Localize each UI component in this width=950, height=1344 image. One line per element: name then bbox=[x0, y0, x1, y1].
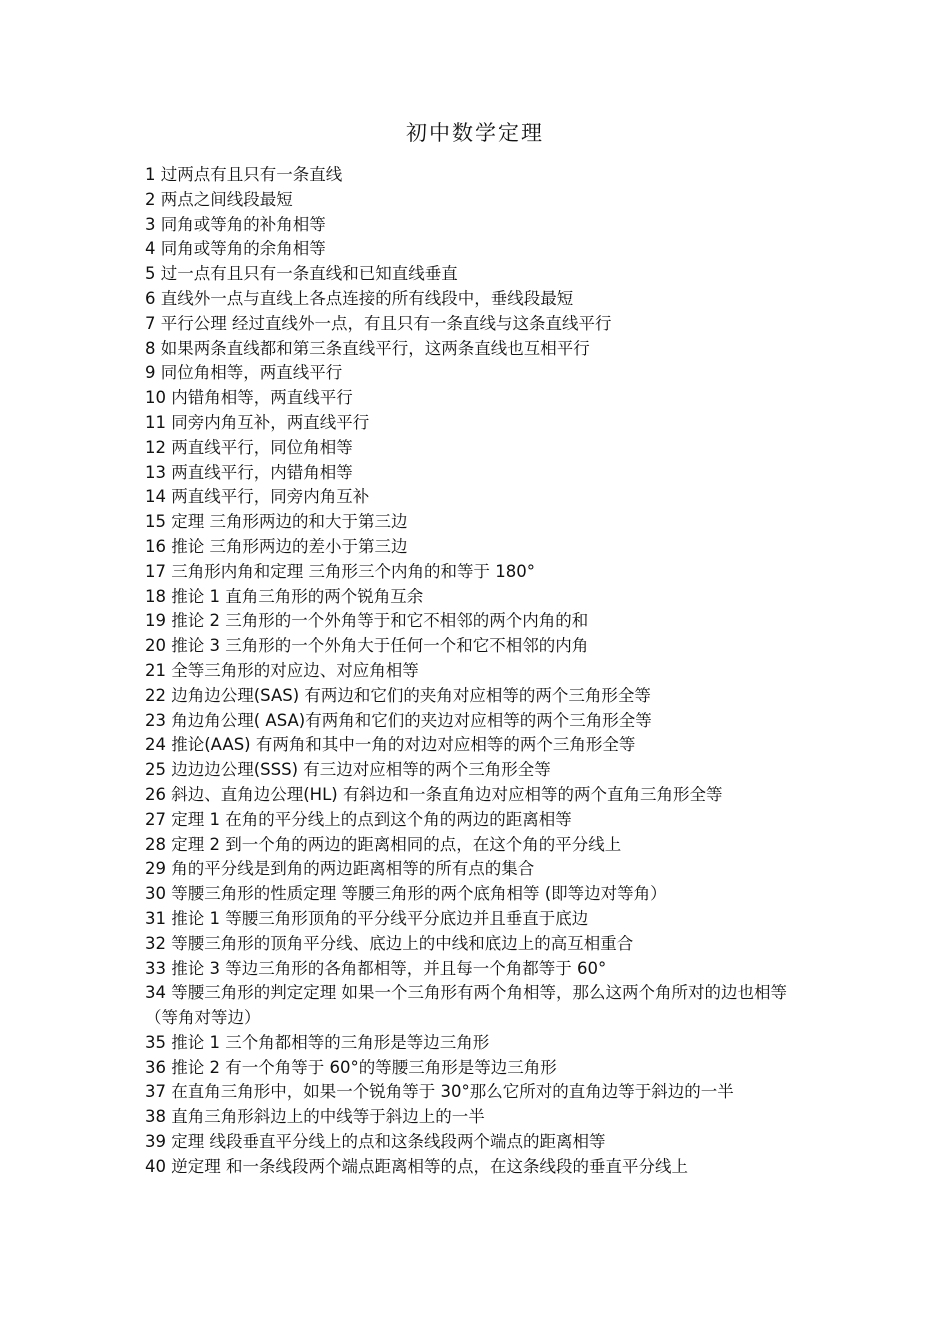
theorem-item: 10 内错角相等，两直线平行 bbox=[145, 388, 353, 408]
theorem-item: 39 定理 线段垂直平分线上的点和这条线段两个端点的距离相等 bbox=[145, 1132, 606, 1152]
theorem-item: 17 三角形内角和定理 三角形三个内角的和等于 180° bbox=[145, 561, 535, 581]
theorem-item: 38 直角三角形斜边上的中线等于斜边上的一半 bbox=[145, 1107, 485, 1127]
theorem-item: 31 推论 1 等腰三角形顶角的平分线平分底边并且垂直于底边 bbox=[145, 908, 589, 928]
document-title: 初中数学定理 bbox=[406, 121, 544, 145]
theorem-item: 19 推论 2 三角形的一个外角等于和它不相邻的两个内角的和 bbox=[145, 611, 589, 631]
theorem-item: 15 定理 三角形两边的和大于第三边 bbox=[145, 512, 408, 532]
theorem-item: 37 在直角三角形中，如果一个锐角等于 30°那么它所对的直角边等于斜边的一半 bbox=[145, 1082, 734, 1102]
theorem-item: 11 同旁内角互补，两直线平行 bbox=[145, 412, 370, 432]
theorem-item: 13 两直线平行，内错角相等 bbox=[145, 462, 353, 482]
theorem-item: 30 等腰三角形的性质定理 等腰三角形的两个底角相等 (即等边对等角） bbox=[145, 884, 667, 904]
theorem-item: 23 角边角公理( ASA)有两角和它们的夹边对应相等的两个三角形全等 bbox=[145, 710, 652, 730]
theorem-item: 5 过一点有且只有一条直线和已知直线垂直 bbox=[145, 264, 458, 284]
theorem-item: 6 直线外一点与直线上各点连接的所有线段中，垂线段最短 bbox=[145, 288, 574, 308]
theorem-item: 1 过两点有且只有一条直线 bbox=[145, 165, 343, 184]
theorem-list bbox=[145, 163, 815, 1180]
theorem-item: 36 推论 2 有一个角等于 60°的等腰三角形是等边三角形 bbox=[145, 1057, 557, 1077]
theorem-item: 2 两点之间线段最短 bbox=[145, 189, 293, 209]
theorem-item: 25 边边边公理(SSS) 有三边对应相等的两个三角形全等 bbox=[145, 760, 551, 780]
theorem-item: 20 推论 3 三角形的一个外角大于任何一个和它不相邻的内角 bbox=[145, 636, 589, 656]
theorem-item: 22 边角边公理(SAS) 有两边和它们的夹角对应相等的两个三角形全等 bbox=[145, 685, 651, 705]
theorem-item: 35 推论 1 三个角都相等的三角形是等边三角形 bbox=[145, 1032, 490, 1052]
theorem-item: 12 两直线平行，同位角相等 bbox=[145, 437, 353, 457]
theorem-item: 4 同角或等角的余角相等 bbox=[145, 239, 326, 259]
theorem-item: 40 逆定理 和一条线段两个端点距离相等的点，在这条线段的垂直平分线上 bbox=[145, 1156, 688, 1176]
theorem-item: 9 同位角相等，两直线平行 bbox=[145, 363, 343, 383]
theorem-item: 28 定理 2 到一个角的两边的距离相同的点，在这个角的平分线上 bbox=[145, 834, 622, 854]
theorem-item: 24 推论(AAS) 有两角和其中一角的对边对应相等的两个三角形全等 bbox=[145, 735, 636, 755]
theorem-item: 34 等腰三角形的判定定理 如果一个三角形有两个角相等，那么这两个角所对的边也相等（等角对等边） bbox=[145, 983, 787, 1028]
theorem-item: 7 平行公理 经过直线外一点，有且只有一条直线与这条直线平行 bbox=[145, 313, 612, 333]
theorem-item: 21 全等三角形的对应边、对应角相等 bbox=[145, 660, 419, 680]
theorem-item: 29 角的平分线是到角的两边距离相等的所有点的集合 bbox=[145, 859, 535, 879]
theorem-item: 8 如果两条直线都和第三条直线平行，这两条直线也互相平行 bbox=[145, 338, 590, 358]
theorem-item: 16 推论 三角形两边的差小于第三边 bbox=[145, 536, 408, 556]
theorem-item: 26 斜边、直角边公理(HL) 有斜边和一条直角边对应相等的两个直角三角形全等 bbox=[145, 784, 723, 804]
theorem-item: 3 同角或等角的补角相等 bbox=[145, 214, 326, 234]
theorem-item: 32 等腰三角形的顶角平分线、底边上的中线和底边上的高互相重合 bbox=[145, 933, 634, 953]
theorem-item: 27 定理 1 在角的平分线上的点到这个角的两边的距离相等 bbox=[145, 809, 572, 829]
theorem-item: 14 两直线平行，同旁内角互补 bbox=[145, 487, 370, 507]
theorem-item: 33 推论 3 等边三角形的各角都相等，并且每一个角都等于 60° bbox=[145, 958, 607, 978]
theorem-item: 18 推论 1 直角三角形的两个锐角互余 bbox=[145, 586, 424, 606]
